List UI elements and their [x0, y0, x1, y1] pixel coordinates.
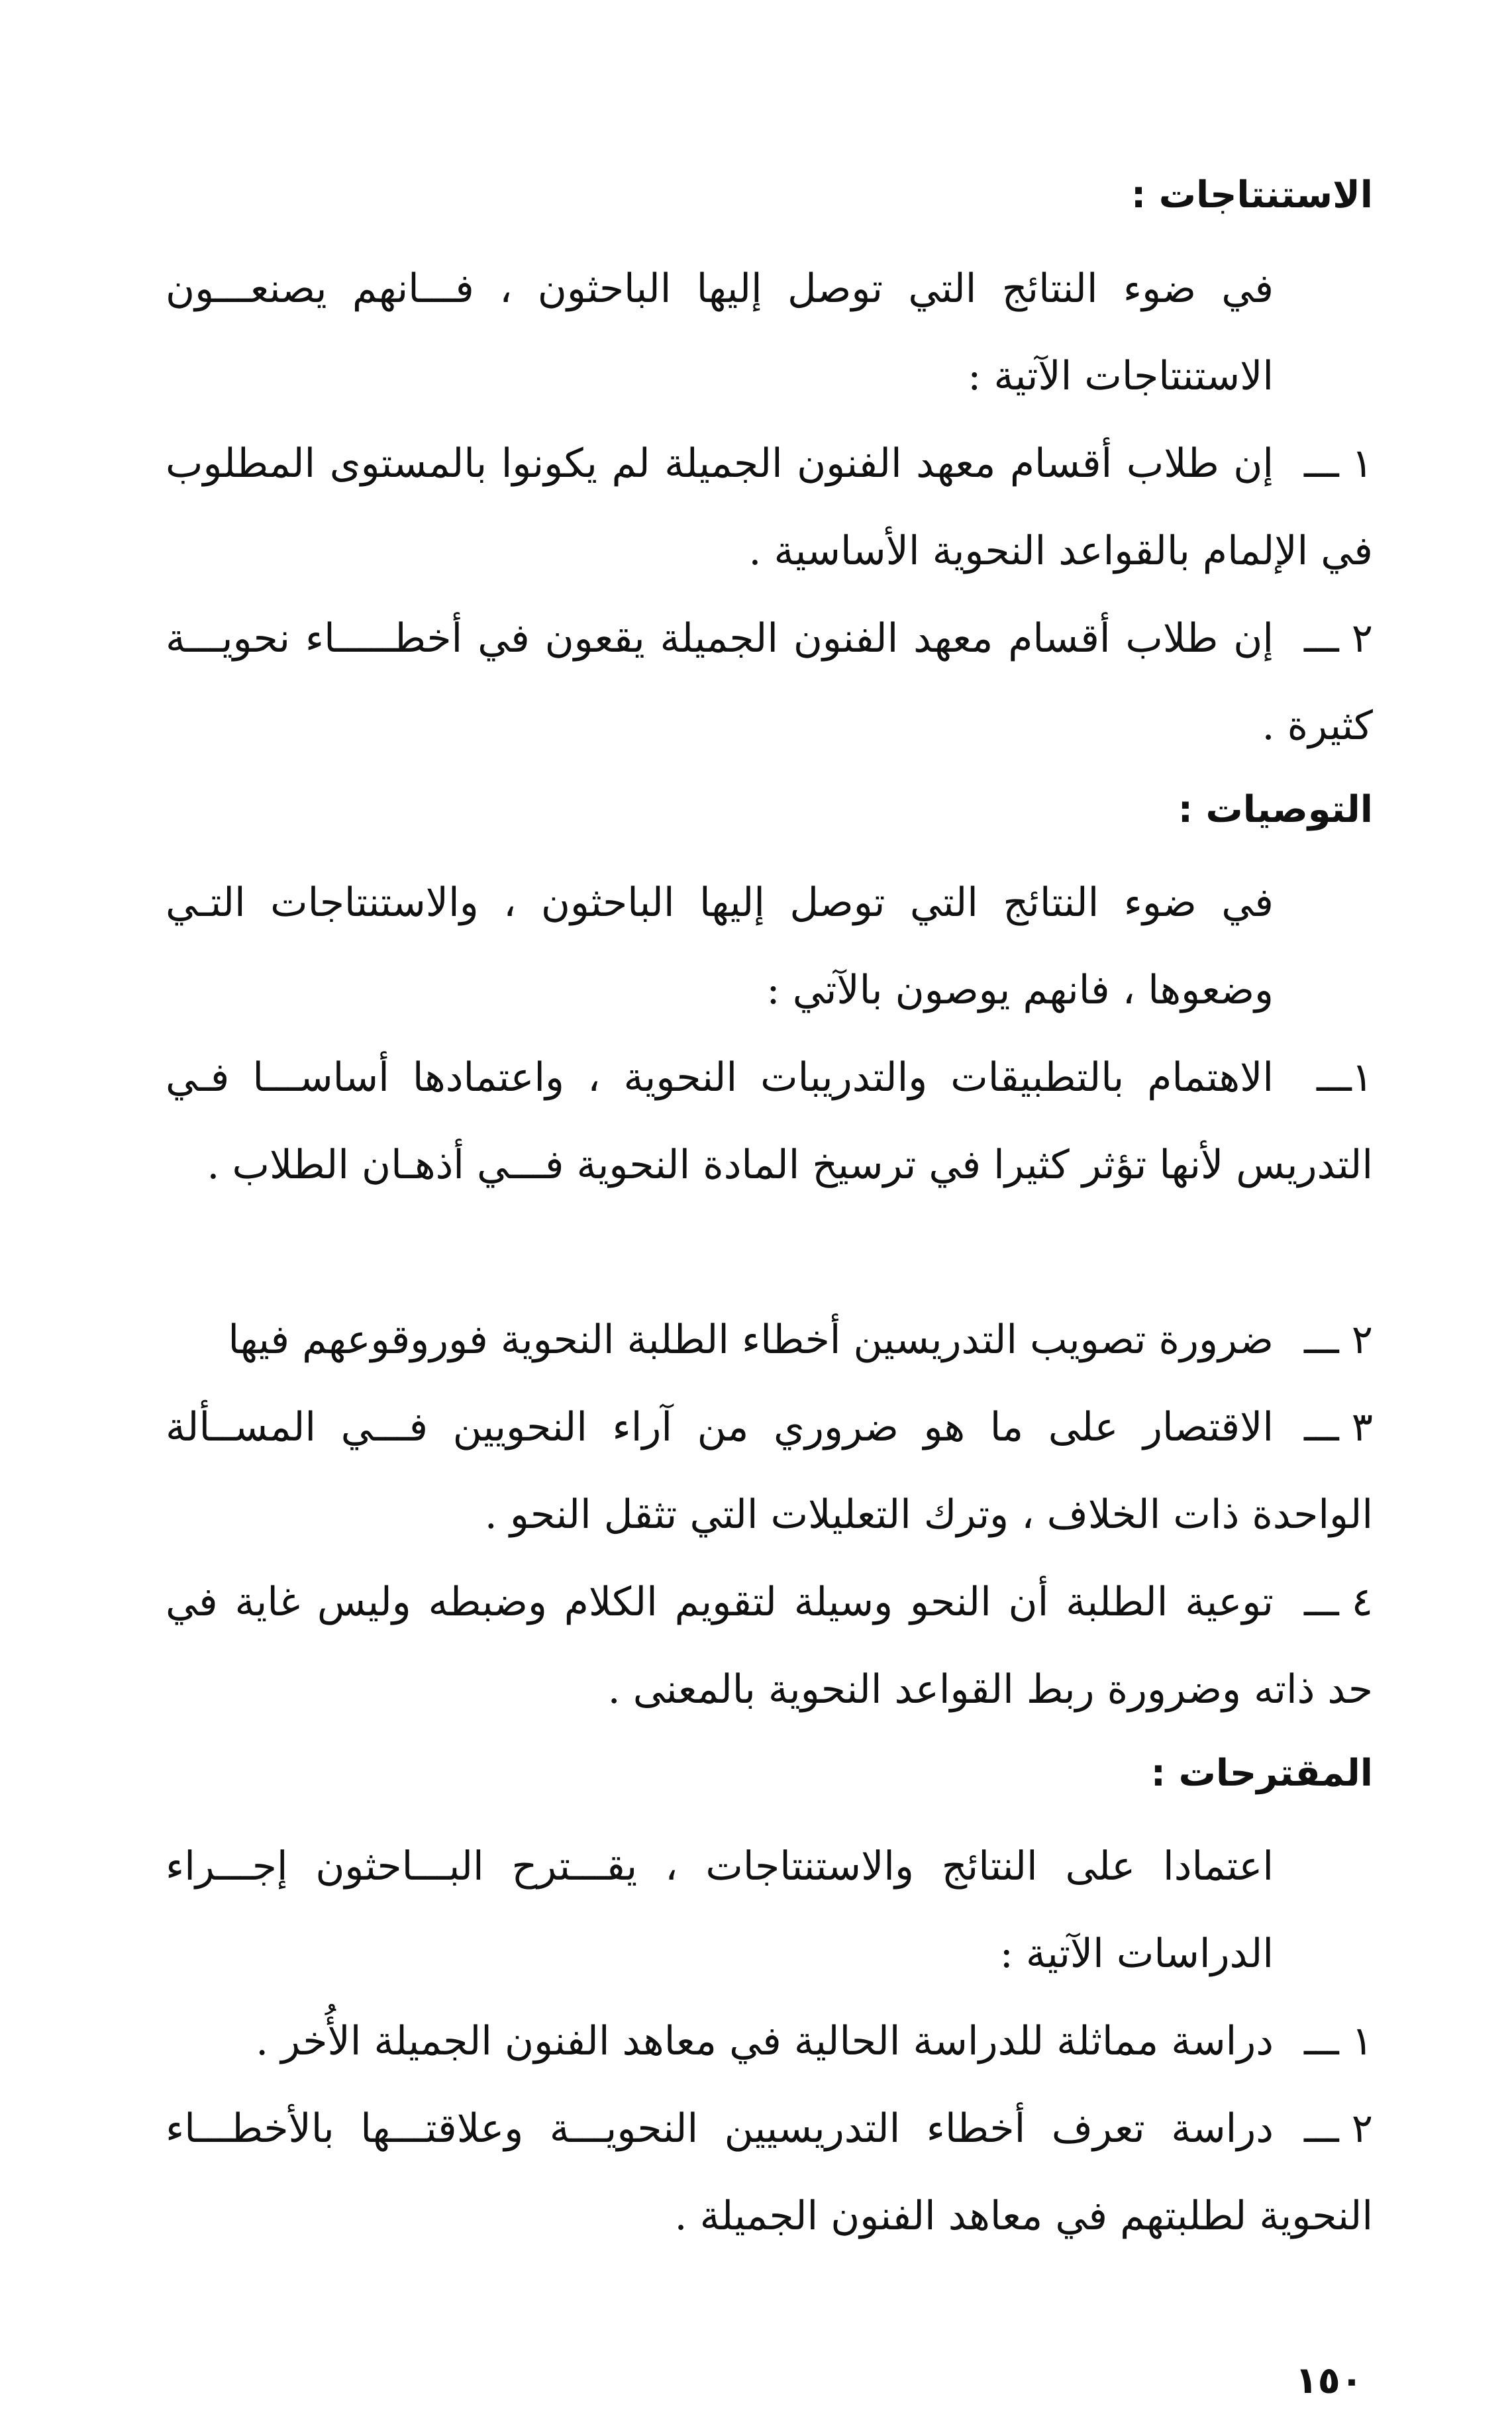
- conclusion-item-2-number: ٢ ـــ: [1303, 615, 1373, 662]
- recommendations-intro: في ضوء النتائج التي توصل إليها الباحثون ، والاستنتاجات التـي وضعوها ، فانهم يوصون بالآتي :: [166, 880, 1274, 1013]
- recommendation-item-3-number: ٣ ـــ: [1303, 1404, 1373, 1450]
- suggestion-item-1: [166, 1998, 1373, 2085]
- recommendation-item-2: [166, 1296, 1373, 1384]
- conclusion-item-1: [166, 420, 1373, 595]
- recommendation-item-4-number: ٤ ـــ: [1303, 1579, 1373, 1625]
- recommendations-heading: التوصيات :: [1178, 788, 1373, 831]
- recommendation-item-3: [166, 1384, 1373, 1558]
- conclusion-item-2: [166, 595, 1373, 770]
- page-number: ١٥٠: [1295, 2359, 1363, 2402]
- recommendation-item-2-number: ٢ ـــ: [1303, 1317, 1373, 1363]
- suggestion-item-2: [166, 2085, 1373, 2260]
- recommendation-item-4-text: توعية الطلبة أن النحو وسيلة لتقويم الكلام وضبطه وليس غاية في حد ذاته وضرورة ربط القواعد النحوية بالمعنى .: [166, 1579, 1373, 1713]
- conclusion-item-1-text: إن طلاب أقسام معهد الفنون الجميلة لم يكونوا بالمستوى المطلوب في الإلمام بالقواعد النحوية الأساسية .: [166, 440, 1373, 574]
- recommendation-item-3-text: الاقتصار على ما هو ضروري من آراء النحويين فـــي المســألة الواحدة ذات الخلاف ، وترك التعليلات التي تثقل النحو .: [166, 1404, 1373, 1538]
- suggestion-item-2-number: ٢ ـــ: [1303, 2105, 1373, 2152]
- conclusions-heading: الاستنتاجات :: [1131, 174, 1373, 217]
- conclusions-intro: في ضوء النتائج التي توصل إليها الباحثون ، فـــانهم يصنعـــون الاستنتاجات الآتية :: [166, 266, 1274, 399]
- recommendation-item-1-number: ١ـــ: [1317, 1054, 1373, 1101]
- conclusion-item-1-number: ١ ـــ: [1303, 440, 1373, 487]
- recommendation-item-4: [166, 1558, 1373, 1733]
- suggestions-heading: المقترحات :: [1150, 1752, 1373, 1795]
- recommendation-item-2-text: ضرورة تصويب التدريسين أخطاء الطلبة النحوية فوروقوعهم فيها: [228, 1317, 1274, 1363]
- recommendation-item-1-text: الاهتمام بالتطبيقات والتدريبات النحوية ، واعتمادها أساســـا فـي التدريس لأنها تؤثر كثيرا في ترسيخ المادة النحوية فـــي أذهـان الطلاب .: [166, 1054, 1373, 1188]
- suggestion-item-1-number: ١ ـــ: [1303, 2018, 1373, 2064]
- suggestion-item-2-text: دراسة تعرف أخطاء التدريسيين النحويـــة وعلاقتـــها بالأخطـــاء النحوية لطلبتهم في معاهد الفنون الجميلة .: [166, 2105, 1373, 2239]
- recommendation-item-1: [166, 1034, 1373, 1209]
- conclusion-item-2-text: إن طلاب أقسام معهد الفنون الجميلة يقعون في أخطـــــاء نحويـــة كثيرة .: [166, 615, 1373, 749]
- suggestion-item-1-text: دراسة مماثلة للدراسة الحالية في معاهد الفنون الجميلة الأُخر .: [256, 2018, 1274, 2064]
- suggestions-intro: اعتمادا على النتائج والاستنتاجات ، يقـــترح البـــاحثون إجـــراء الدراسات الآتية :: [166, 1843, 1274, 1977]
